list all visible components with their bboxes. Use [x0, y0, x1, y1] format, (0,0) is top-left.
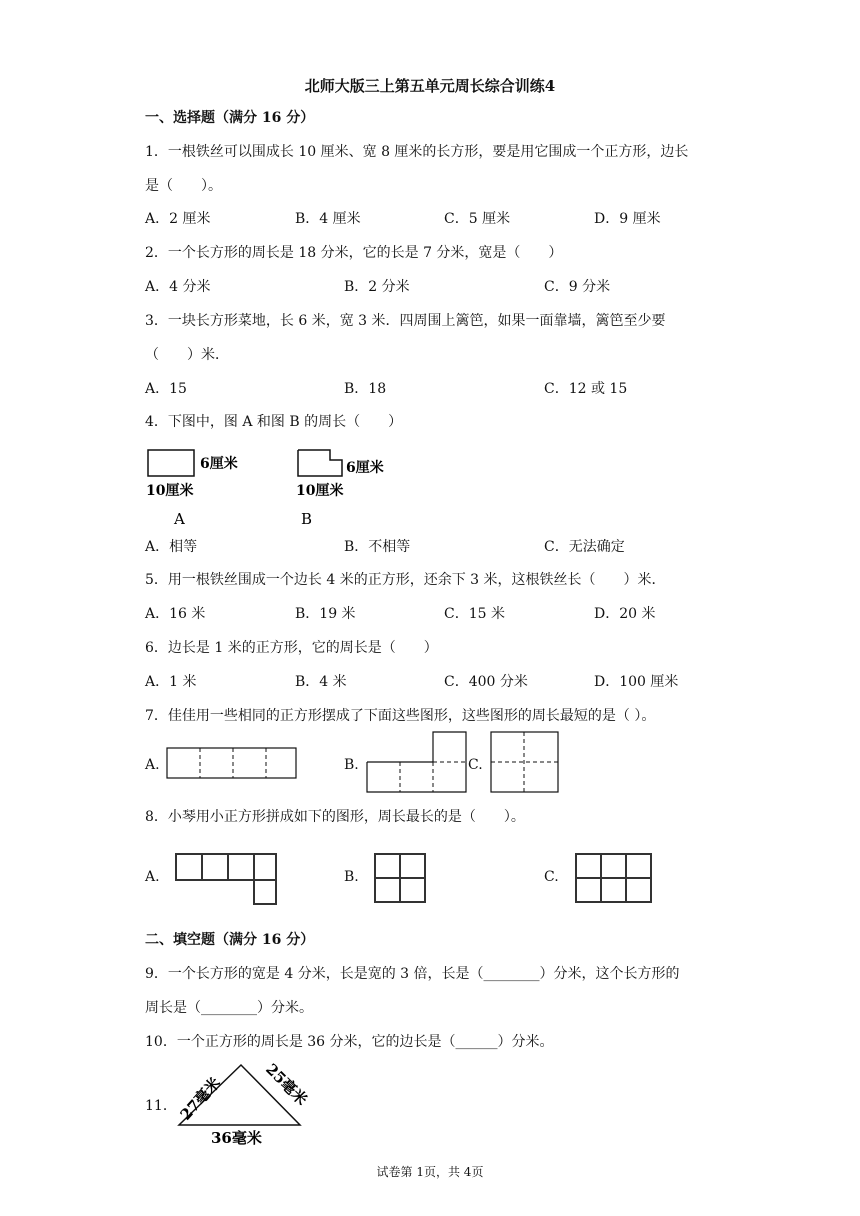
figure-b-shape: [298, 450, 342, 476]
triangle-left-side-label: 27毫米: [176, 1073, 225, 1124]
figure-a-rectangle: [148, 450, 194, 476]
q5-option-c[interactable]: C．15 米: [444, 606, 505, 622]
q1-text-line2: 是（ ）。: [145, 178, 222, 194]
q2-text: 2．一个长方形的周长是 18 分米，它的长是 7 分米，宽是（ ）: [145, 245, 563, 261]
q1-option-b[interactable]: B．4 厘米: [295, 211, 361, 227]
q6-option-a[interactable]: A．1 米: [145, 674, 197, 690]
q5-option-d[interactable]: D．20 米: [594, 606, 656, 622]
q8-label-a: A.: [145, 869, 160, 885]
q4-option-a[interactable]: A．相等: [145, 539, 198, 555]
q8-label-b: B.: [344, 869, 359, 885]
q2-option-b[interactable]: B．2 分米: [344, 279, 410, 295]
q11-number: 11．: [145, 1098, 177, 1114]
q8-figure-c: [576, 854, 651, 902]
section-2-heading: 二、填空题（满分 16 分）: [145, 932, 315, 948]
q3-text-line2: （ ）米．: [145, 347, 229, 363]
q3-option-a[interactable]: A．15: [145, 381, 187, 397]
q3-option-b[interactable]: B．18: [344, 381, 387, 397]
q5-option-b[interactable]: B．19 米: [295, 606, 356, 622]
q10-text: 10．一个正方形的周长是 36 分米，它的边长是（______）分米。: [145, 1034, 554, 1050]
triangle-right-side-label: 25毫米: [262, 1060, 311, 1109]
q4-text: 4．下图中，图 A 和图 B 的周长（ ）: [145, 414, 403, 430]
q6-option-b[interactable]: B．4 米: [295, 674, 347, 690]
q2-option-c[interactable]: C．9 分米: [544, 279, 611, 295]
q7-figure-c: [491, 732, 558, 792]
figure-a-name: A: [174, 510, 185, 528]
q7-label-c: C.: [468, 757, 483, 773]
q8-label-c: C.: [544, 869, 559, 885]
q1-option-c[interactable]: C．5 厘米: [444, 211, 511, 227]
triangle-bottom-side-label: 36毫米: [211, 1129, 262, 1147]
q1-option-d[interactable]: D．9 厘米: [594, 211, 661, 227]
q2-option-a[interactable]: A．4 分米: [145, 279, 211, 295]
figure-b-name: B: [301, 510, 313, 528]
q7-text: 7．佳佳用一些相同的正方形摆成了下面这些图形，这些图形的周长最短的是（ ）。: [145, 708, 656, 724]
q7-label-a: A.: [145, 757, 160, 773]
q4-figure-b: [296, 450, 384, 528]
q7-figure-b: [367, 732, 466, 792]
q6-option-d[interactable]: D．100 厘米: [594, 674, 679, 690]
q1-option-a[interactable]: A．2 厘米: [145, 211, 211, 227]
q5-option-a[interactable]: A．16 米: [145, 606, 206, 622]
q9-text-line2: 周长是（________）分米。: [145, 1000, 313, 1016]
q6-text: 6．边长是 1 米的正方形，它的周长是（ ）: [145, 640, 438, 656]
q3-option-c[interactable]: C．12 或 15: [544, 381, 628, 397]
figure-a-side-label: 6厘米: [200, 456, 238, 472]
q5-text: 5．用一根铁丝围成一个边长 4 米的正方形，还余下 3 米，这根铁丝长（ ）米．: [145, 572, 666, 588]
section-1-heading: 一、选择题（满分 16 分）: [145, 110, 315, 126]
page-footer: 试卷第 1页，共 4页: [376, 1165, 484, 1179]
figure-a-bottom-label: 10厘米: [146, 483, 194, 499]
q1-text-line1: 1．一根铁丝可以围成长 10 厘米、宽 8 厘米的长方形，要是用它围成一个正方形，边长: [145, 144, 689, 160]
q7-figures: [160, 728, 570, 798]
q7-figure-a: [167, 748, 296, 778]
q9-text-line1: 9．一个长方形的宽是 4 分米，长是宽的 3 倍，长是（________）分米，这个长方形的: [145, 966, 680, 982]
q4-option-b[interactable]: B．不相等: [344, 539, 411, 555]
figure-b-bottom-label: 10厘米: [296, 483, 344, 499]
q8-figure-b: [375, 854, 425, 902]
q8-figure-a: [176, 854, 276, 904]
q6-option-c[interactable]: C．400 分米: [444, 674, 528, 690]
figure-b-side-label: 6厘米: [346, 460, 384, 476]
q11-triangle-figure: [165, 1055, 325, 1150]
q8-text: 8．小琴用小正方形拼成如下的图形，周长最长的是（ ）。: [145, 809, 525, 825]
q8-figures: [170, 848, 660, 910]
q4-figures: [140, 440, 410, 535]
q4-figure-a: [146, 450, 238, 528]
q4-option-c[interactable]: C．无法确定: [544, 539, 625, 555]
q7-label-b: B.: [344, 757, 359, 773]
page-title: 北师大版三上第五单元周长综合训练4: [304, 77, 556, 95]
q3-text-line1: 3．一块长方形菜地，长 6 米，宽 3 米．四周围上篱笆，如果一面靠墙，篱笆至少要: [145, 313, 666, 329]
